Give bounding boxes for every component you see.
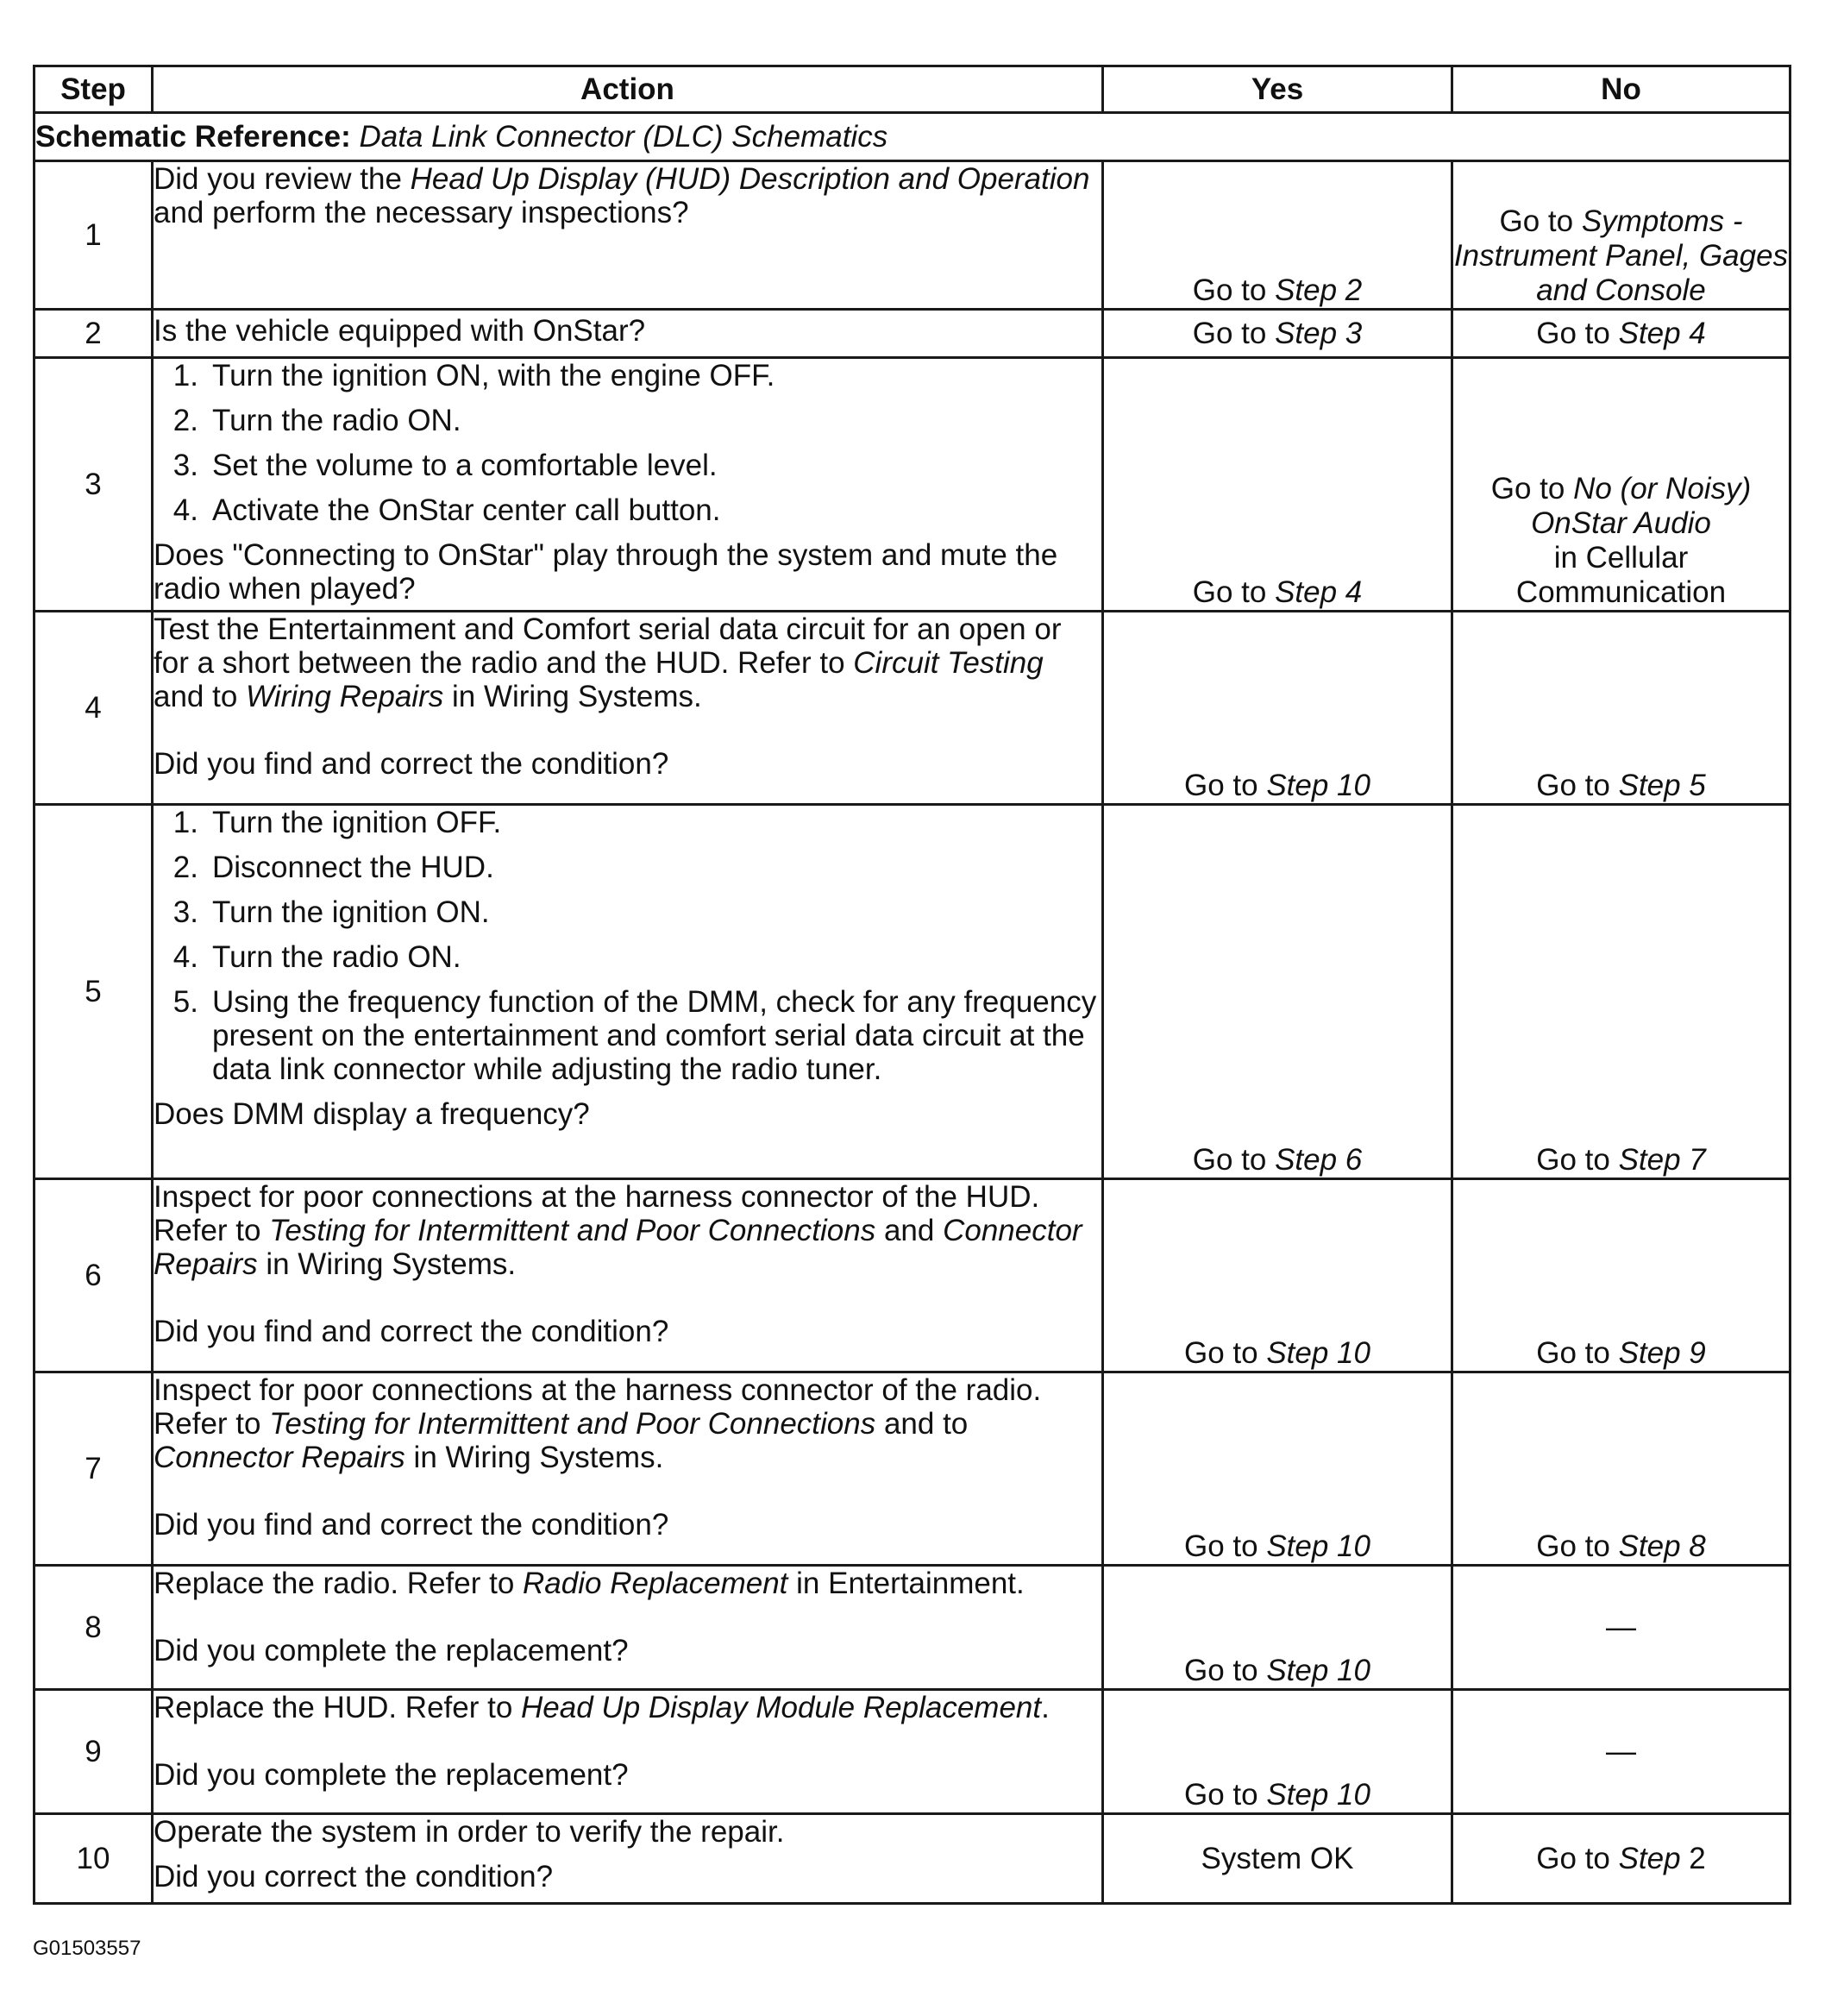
action-cell — [153, 1566, 1103, 1690]
table-row — [34, 612, 1791, 805]
action-question: Did you find and correct the condition? — [154, 747, 669, 781]
action-cell — [153, 161, 1103, 310]
action-text: Is the vehicle equipped with OnStar? — [154, 314, 646, 348]
no-cell — [1452, 1566, 1791, 1690]
no-cell: Go to No (or Noisy) OnStar Audio in Cellular Communication — [1452, 358, 1791, 612]
yes-cell: Go to Step 2 — [1103, 161, 1452, 310]
table-row — [34, 161, 1791, 310]
header-action: Action — [153, 66, 1103, 113]
header-step: Step — [34, 66, 153, 113]
action-text: Did you review the Head Up Display (HUD) Description and Operation and perform the necessary inspections? — [154, 162, 1090, 229]
instruction-list — [154, 806, 1101, 1086]
yes-cell: Go to Step 10 — [1103, 612, 1452, 805]
table-row — [34, 805, 1791, 1179]
no-cell: Go to Step 7 — [1452, 805, 1791, 1179]
list-item: 1. Turn the ignition ON, with the engine OFF. — [172, 359, 775, 393]
instruction-list — [154, 359, 1101, 527]
header-row — [34, 66, 1791, 113]
action-cell — [153, 612, 1103, 805]
no-cell — [1452, 1690, 1791, 1814]
no-cell: Go to Step 2 — [1452, 1814, 1791, 1904]
list-item: 2. Disconnect the HUD. — [172, 851, 494, 884]
table-row — [34, 358, 1791, 612]
list-item: 1. Turn the ignition OFF. — [172, 806, 502, 839]
yes-cell: Go to Step 4 — [1103, 358, 1452, 612]
list-item: 2. Turn the radio ON. — [172, 404, 461, 437]
header-yes: Yes — [1103, 66, 1452, 113]
action-text: Operate the system in order to verify the repair. — [154, 1815, 785, 1849]
no-cell: Go to Step 5 — [1452, 612, 1791, 805]
no-cell: Go to Step 4 — [1452, 310, 1791, 358]
action-cell — [153, 358, 1103, 612]
figure-id: G01503557 — [33, 1937, 141, 1960]
diagnostic-table — [33, 65, 1791, 1905]
action-question: Did you correct the condition? — [154, 1860, 554, 1894]
list-item: 4. Turn the radio ON. — [172, 940, 461, 974]
action-text: Replace the HUD. Refer to Head Up Display Module Replacement. — [154, 1691, 1050, 1724]
schematic-label: Schematic Reference: — [35, 119, 351, 154]
no-dash: — — [1606, 1734, 1636, 1768]
action-cell — [153, 1814, 1103, 1904]
action-text: Inspect for poor connections at the harness connector of the radio. Refer to Testing for Intermittent and Poor Connections and to Connector Repairs in Wiring Systems. — [154, 1373, 1042, 1474]
list-item: 5. Using the frequency function of the DMM, check for any frequency present on the entertainment and comfort serial data circuit at the data link connector while adjusting the radio tuner. — [172, 985, 1097, 1086]
step-number: 1 — [34, 161, 153, 310]
schematic-value: Data Link Connector (DLC) Schematics — [359, 119, 888, 154]
action-question: Did you complete the replacement? — [154, 1758, 629, 1792]
action-cell — [153, 1179, 1103, 1372]
yes-cell: Go to Step 10 — [1103, 1690, 1452, 1814]
action-question: Does DMM display a frequency? — [154, 1097, 590, 1131]
step-number: 3 — [34, 358, 153, 612]
step-number: 5 — [34, 805, 153, 1179]
table-row — [34, 1690, 1791, 1814]
no-cell: Go to Symptoms - Instrument Panel, Gages and Console — [1452, 161, 1791, 310]
yes-cell: Go to Step 3 — [1103, 310, 1452, 358]
step-number: 6 — [34, 1179, 153, 1372]
yes-cell: System OK — [1103, 1814, 1452, 1904]
table-row — [34, 1372, 1791, 1566]
yes-cell: Go to Step 10 — [1103, 1179, 1452, 1372]
table-row — [34, 1179, 1791, 1372]
table-row — [34, 310, 1791, 358]
step-number: 8 — [34, 1566, 153, 1690]
step-number: 7 — [34, 1372, 153, 1566]
action-question: Did you find and correct the condition? — [154, 1508, 669, 1542]
action-question: Did you complete the replacement? — [154, 1634, 629, 1667]
no-cell: Go to Step 9 — [1452, 1179, 1791, 1372]
action-cell — [153, 310, 1103, 358]
action-question: Did you find and correct the condition? — [154, 1315, 669, 1348]
action-cell — [153, 1690, 1103, 1814]
no-cell: Go to Step 8 — [1452, 1372, 1791, 1566]
action-cell — [153, 1372, 1103, 1566]
list-item: 3. Set the volume to a comfortable level. — [172, 449, 718, 482]
yes-cell: Go to Step 10 — [1103, 1372, 1452, 1566]
header-no: No — [1452, 66, 1791, 113]
yes-cell: Go to Step 10 — [1103, 1566, 1452, 1690]
yes-cell: Go to Step 6 — [1103, 805, 1452, 1179]
step-number: 4 — [34, 612, 153, 805]
action-text: Replace the radio. Refer to Radio Replacement in Entertainment. — [154, 1567, 1025, 1600]
action-question: Does "Connecting to OnStar" play through the system and mute the radio when played? — [154, 538, 1058, 606]
table-row — [34, 1814, 1791, 1904]
no-dash: — — [1606, 1610, 1636, 1644]
step-number: 2 — [34, 310, 153, 358]
action-text: Test the Entertainment and Comfort serial data circuit for an open or for a short between the radio and the HUD. Refer to Circuit Testing and to Wiring Repairs in Wiring Systems. — [154, 612, 1062, 713]
schematic-reference — [34, 113, 1791, 161]
schematic-row — [34, 113, 1791, 161]
action-text: Inspect for poor connections at the harness connector of the HUD. Refer to Testing for Intermittent and Poor Connections and Connector Repairs in Wiring Systems. — [154, 1180, 1082, 1281]
list-item: 3. Turn the ignition ON. — [172, 895, 490, 929]
list-item: 4. Activate the OnStar center call button. — [172, 493, 721, 527]
step-number: 9 — [34, 1690, 153, 1814]
step-number: 10 — [34, 1814, 153, 1904]
table-row — [34, 1566, 1791, 1690]
action-cell — [153, 805, 1103, 1179]
